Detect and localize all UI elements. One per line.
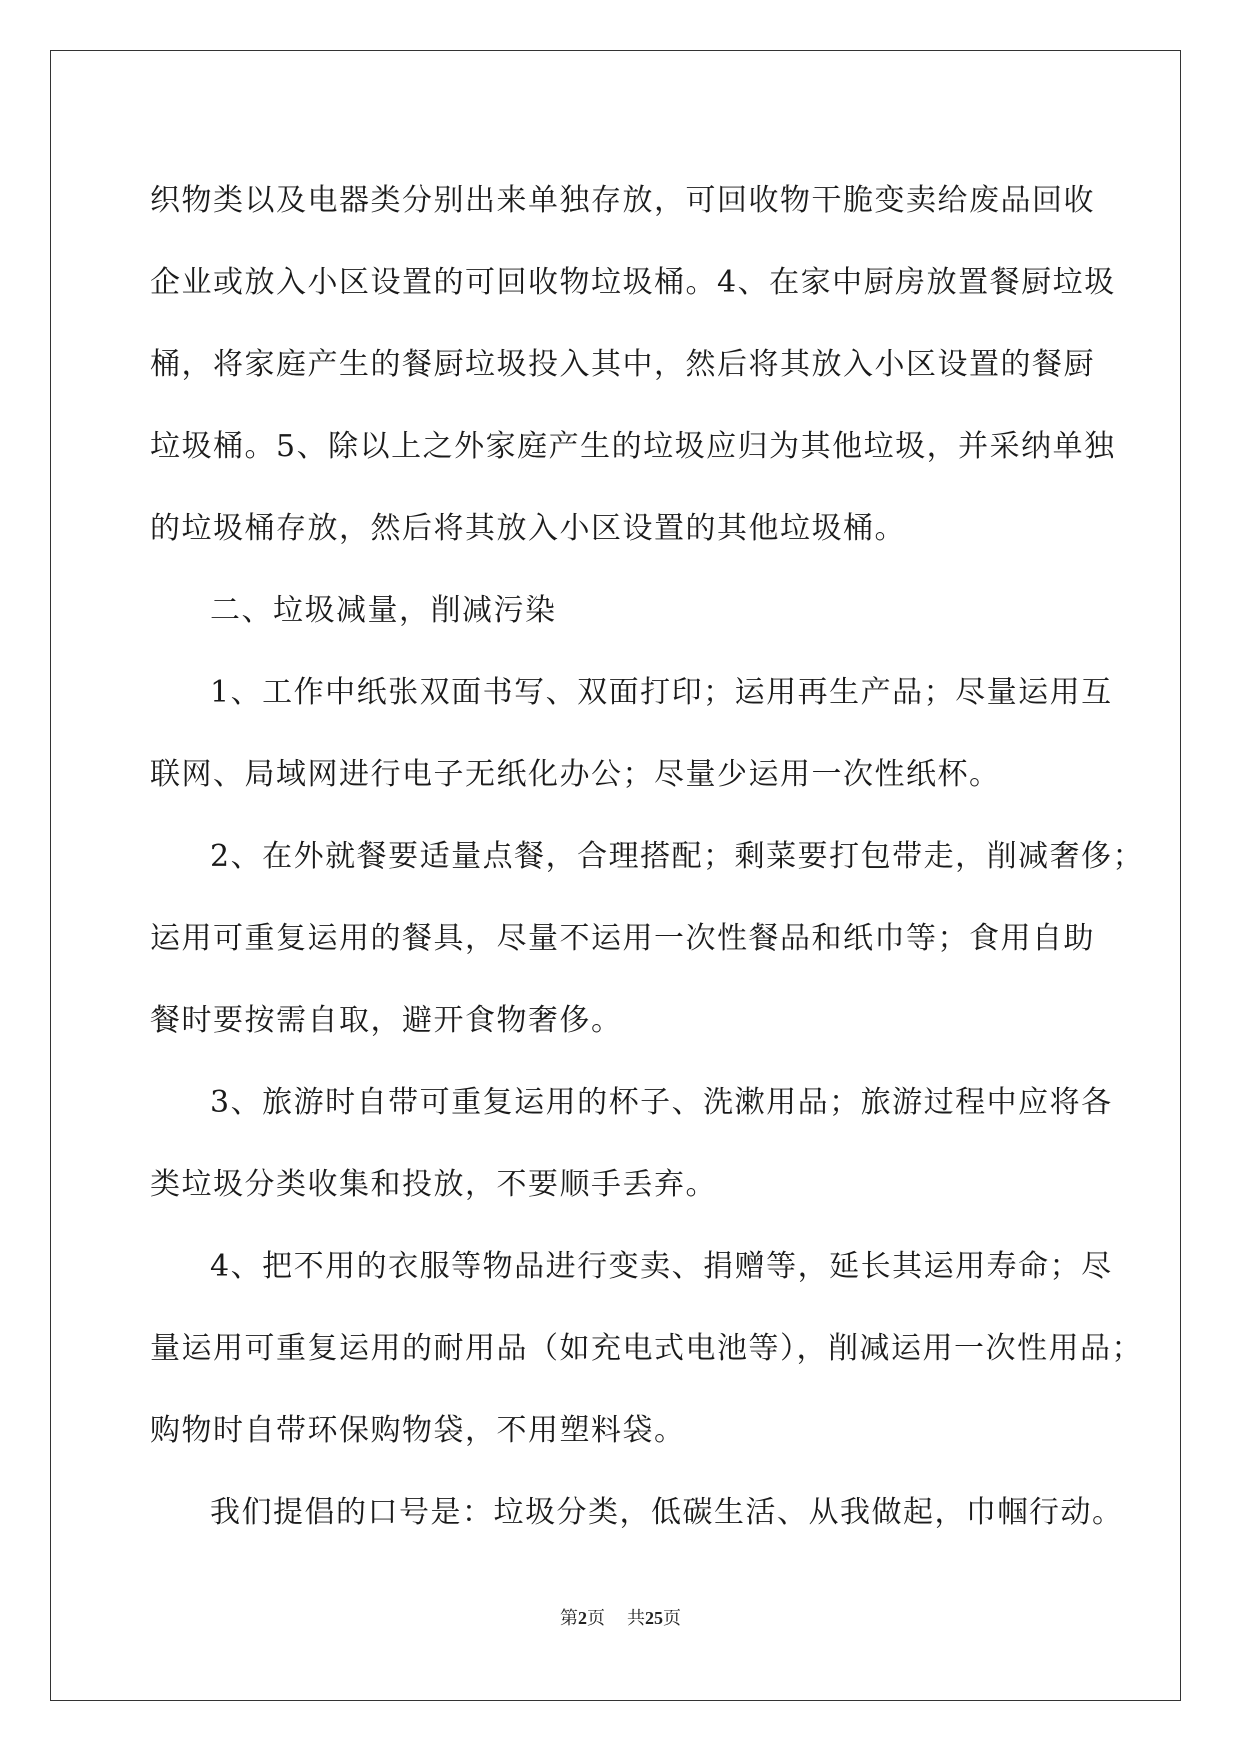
paragraph-line: 的垃圾桶存放，然后将其放入小区设置的其他垃圾桶。 bbox=[150, 511, 906, 546]
paragraph-line: 购物时自带环保购物袋，不用塑料袋。 bbox=[150, 1413, 686, 1448]
document-body bbox=[150, 160, 1145, 1554]
paragraph-line: 织物类以及电器类分别出来单独存放，可回收物干脆变卖给废品回收 bbox=[150, 183, 1095, 218]
paragraph-line: 餐时要按需自取，避开食物奢侈。 bbox=[150, 1003, 623, 1038]
section-heading: 二、垃圾减量，削减污染 bbox=[210, 593, 557, 628]
paragraph-line: 企业或放入小区设置的可回收物垃圾桶。4、在家中厨房放置餐厨垃圾 bbox=[150, 265, 1116, 300]
footer-page-suffix: 页 bbox=[587, 1608, 605, 1629]
paragraph-line: 垃圾桶。5、除以上之外家庭产生的垃圾应归为其他垃圾，并采纳单独 bbox=[150, 429, 1116, 464]
footer-total-prefix: 共 bbox=[627, 1608, 645, 1629]
paragraph-line: 4、把不用的衣服等物品进行变卖、捐赠等，延长其运用寿命；尽 bbox=[210, 1249, 1113, 1284]
paragraph-line: 量运用可重复运用的耐用品（如充电式电池等），削减运用一次性用品； bbox=[150, 1331, 1143, 1366]
paragraph-line: 3、旅游时自带可重复运用的杯子、洗漱用品；旅游过程中应将各 bbox=[210, 1085, 1113, 1120]
paragraph-line: 2、在外就餐要适量点餐，合理搭配；剩菜要打包带走，削减奢侈； bbox=[210, 839, 1145, 874]
page-footer bbox=[0, 1604, 1241, 1630]
total-pages: 25 bbox=[645, 1608, 663, 1628]
footer-prefix: 第 bbox=[560, 1608, 578, 1629]
paragraph-line: 桶，将家庭产生的餐厨垃圾投入其中，然后将其放入小区设置的餐厨 bbox=[150, 347, 1095, 382]
paragraph-line: 类垃圾分类收集和投放，不要顺手丢弃。 bbox=[150, 1167, 717, 1202]
paragraph-line: 运用可重复运用的餐具，尽量不运用一次性餐品和纸巾等；食用自助 bbox=[150, 921, 1095, 956]
footer-total-suffix: 页 bbox=[663, 1608, 681, 1629]
slogan-line: 我们提倡的口号是：垃圾分类，低碳生活、从我做起，巾帼行动。 bbox=[210, 1495, 1124, 1530]
page-number: 2 bbox=[578, 1608, 587, 1628]
paragraph-line: 1、工作中纸张双面书写、双面打印；运用再生产品；尽量运用互 bbox=[210, 675, 1113, 710]
paragraph-line: 联网、局域网进行电子无纸化办公；尽量少运用一次性纸杯。 bbox=[150, 757, 1001, 792]
